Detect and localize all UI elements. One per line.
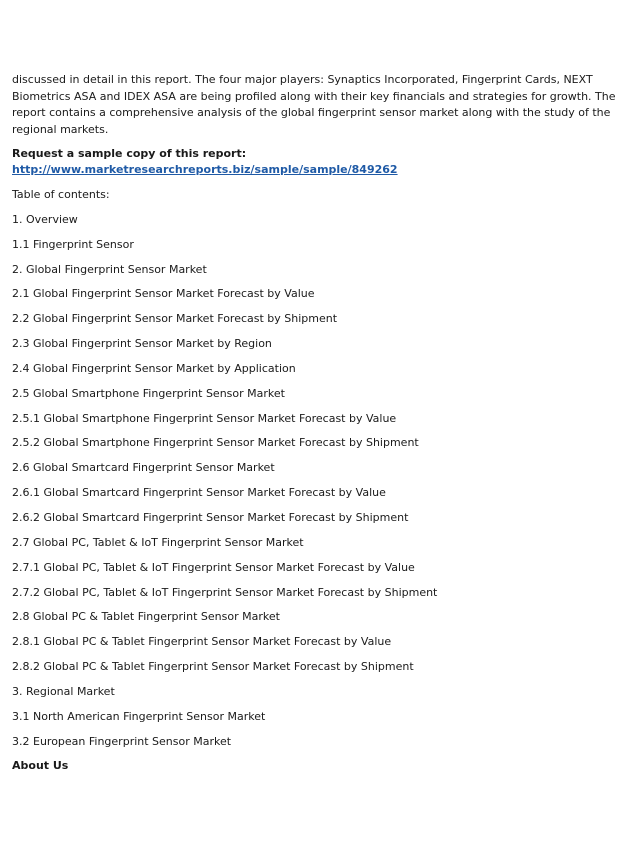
toc-item: 2.3 Global Fingerprint Sensor Market by Region xyxy=(12,337,272,351)
toc-item: 2.7.2 Global PC, Tablet & IoT Fingerprint Sensor Market Forecast by Shipment xyxy=(12,585,438,599)
toc-item: 2. Global Fingerprint Sensor Market xyxy=(12,262,207,276)
document-page xyxy=(12,72,624,774)
toc-item: 2.5 Global Smartphone Fingerprint Sensor Market xyxy=(12,386,285,400)
toc-item: 2.6.1 Global Smartcard Fingerprint Sensor Market Forecast by Value xyxy=(12,486,386,500)
toc-item: 2.1 Global Fingerprint Sensor Market Forecast by Value xyxy=(12,287,315,301)
toc-heading: Table of contents: xyxy=(12,188,110,201)
intro-paragraph: discussed in detail in this report. The four major players: Synaptics Incorporated, Fingerprint Cards, NEXT Biometrics ASA and IDEX ASA are being profiled along with their key financials and strategies for growth. The report contains a comprehensive analysis of the global fingerprint sensor market along with the study of the regional markets. xyxy=(12,73,616,136)
toc-item: 1. Overview xyxy=(12,212,78,226)
toc-item: 2.2 Global Fingerprint Sensor Market Forecast by Shipment xyxy=(12,312,338,326)
toc-item: 1.1 Fingerprint Sensor xyxy=(12,237,134,251)
about-us-heading: About Us xyxy=(12,759,69,773)
sample-request-label: Request a sample copy of this report: xyxy=(12,147,247,160)
sample-report-link[interactable]: http://www.marketresearchreports.biz/sample/sample/849262 xyxy=(12,163,398,176)
toc-item: 3.2 European Fingerprint Sensor Market xyxy=(12,734,232,748)
toc-item: 2.7.1 Global PC, Tablet & IoT Fingerprint Sensor Market Forecast by Value xyxy=(12,560,415,574)
toc-item: 2.6 Global Smartcard Fingerprint Sensor Market xyxy=(12,461,275,475)
toc-item: 2.8 Global PC & Tablet Fingerprint Sensor Market xyxy=(12,610,280,624)
toc-item: 3. Regional Market xyxy=(12,684,115,698)
toc-item: 2.5.1 Global Smartphone Fingerprint Sensor Market Forecast by Value xyxy=(12,411,397,425)
toc-item: 2.6.2 Global Smartcard Fingerprint Sensor Market Forecast by Shipment xyxy=(12,510,409,524)
toc-item: 2.4 Global Fingerprint Sensor Market by Application xyxy=(12,361,296,375)
toc-item: 2.8.2 Global PC & Tablet Fingerprint Sensor Market Forecast by Shipment xyxy=(12,660,414,674)
toc-item: 2.7 Global PC, Tablet & IoT Fingerprint Sensor Market xyxy=(12,535,304,549)
toc-item: 2.8.1 Global PC & Tablet Fingerprint Sensor Market Forecast by Value xyxy=(12,635,392,649)
toc-item: 2.5.2 Global Smartphone Fingerprint Sensor Market Forecast by Shipment xyxy=(12,436,419,450)
sample-request-block xyxy=(12,146,624,178)
toc-item: 3.1 North American Fingerprint Sensor Market xyxy=(12,709,266,723)
table-of-contents xyxy=(12,212,624,750)
